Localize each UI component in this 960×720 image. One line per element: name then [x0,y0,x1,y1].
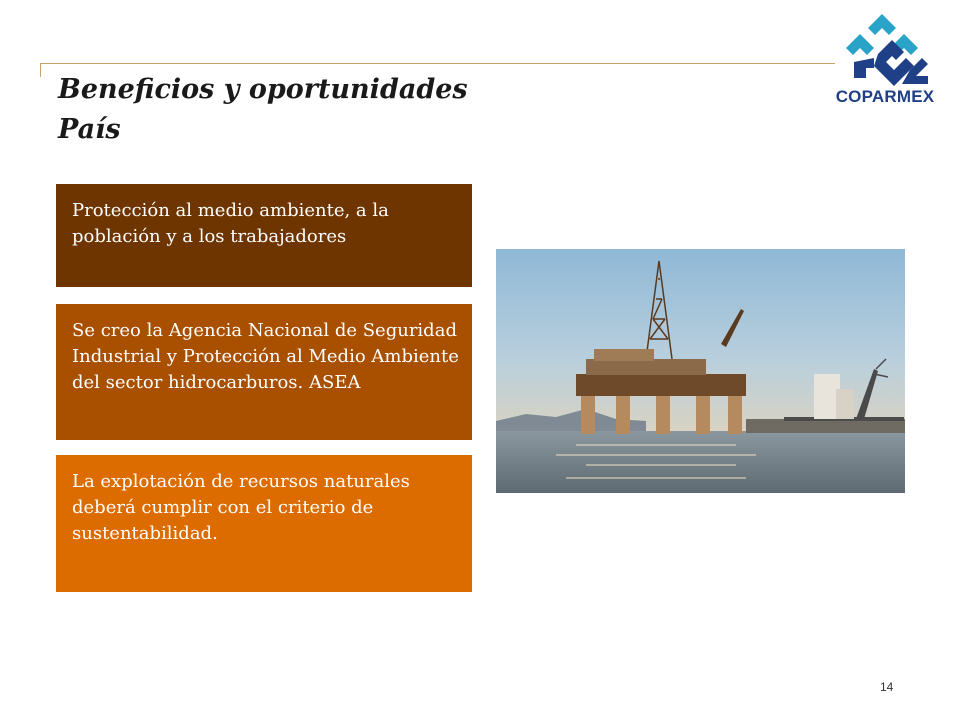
page-number: 14 [880,680,894,694]
header-rule-corner [40,63,41,77]
header-rule [40,63,835,64]
logo-wordmark: COPARMEX [835,87,935,106]
coparmex-emblem-icon [830,10,940,88]
slide-title: Beneficios y oportunidades [58,74,468,105]
slide-subtitle: País [58,114,121,145]
oil-rig-photo [496,249,905,493]
coparmex-logo [830,10,940,110]
benefit-box-environment: Protección al medio ambiente, a la población y a los trabajadores [56,184,472,287]
benefit-box-asea: Se creo la Agencia Nacional de Seguridad Industrial y Protección al Medio Ambiente del sector hidrocarburos. ASEA [56,304,472,440]
benefit-box-sustainability: La explotación de recursos naturales deberá cumplir con el criterio de sustentabilidad. [56,455,472,592]
